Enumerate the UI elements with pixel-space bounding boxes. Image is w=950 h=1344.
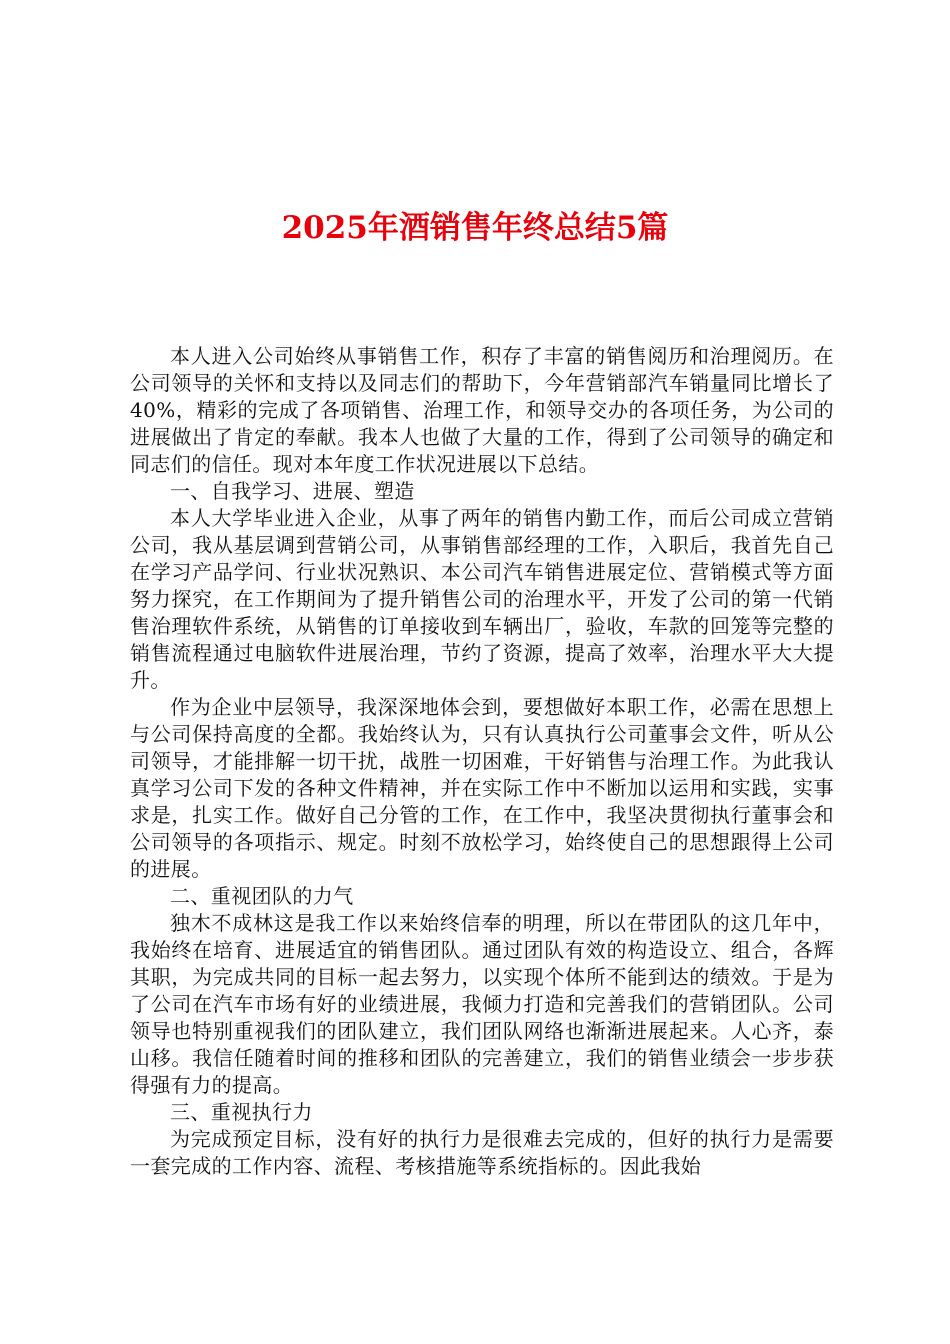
- section-heading-self-learning: 一、自我学习、进展、塑造: [170, 479, 415, 503]
- body-paragraph: 本人大学毕业进入企业，从事了两年的销售内勤工作，而后公司成立营销公司，我从基层调到营销公司，从事销售部经理的工作，入职后，我首先自己在学习产品学问、行业状况熟识、本公司汽车销售进展定位、营销模式等方面努力探究，在工作期间为了提升销售公司的治理水平，开发了公司的第一代销售治理软件系统，从销售的订单接收到车辆出厂，验收，车款的回笼等完整的销售流程通过电脑软件进展治理，节约了资源，提高了效率，治理水平大大提升。: [130, 506, 834, 692]
- document-body: [130, 343, 834, 1180]
- document-title: 2025年酒销售年终总结5篇: [281, 210, 669, 246]
- section-heading-team: 二、重视团队的力气: [170, 884, 354, 908]
- body-paragraph: 为完成预定目标，没有好的执行力是很难去完成的，但好的执行力是需要一套完成的工作内容、流程、考核措施等系统指标的。因此我始: [130, 1127, 834, 1178]
- intro-paragraph: 本人进入公司始终从事销售工作，积存了丰富的销售阅历和治理阅历。在公司领导的关怀和支持以及同志们的帮助下，今年营销部汽车销量同比增长了40%，精彩的完成了各项销售、治理工作，和领导交办的各项任务，为公司的进展做出了肯定的奉献。我本人也做了大量的工作，得到了公司领导的确定和同志们的信任。现对本年度工作状况进展以下总结。: [130, 344, 834, 476]
- body-paragraph: 独木不成林这是我工作以来始终信奉的明理，所以在带团队的这几年中，我始终在培育、进展适宜的销售团队。通过团队有效的构造设立、组合，各辉其职，为完成共同的目标一起去努力，以实现个体所不能到达的绩效。于是为了公司在汽车市场有好的业绩进展，我倾力打造和完善我们的营销团队。公司领导也特别重视我们的团队建立，我们团队网络也渐渐进展起来。人心齐，泰山移。我信任随着时间的推移和团队的完善建立，我们的销售业绩会一步步获得强有力的提高。: [130, 911, 834, 1097]
- body-paragraph: 作为企业中层领导，我深深地体会到，要想做好本职工作，必需在思想上与公司保持高度的全都。我始终认为，只有认真执行公司董事会文件，听从公司领导，才能排解一切干扰，战胜一切困难，干好销售与治理工作。为此我认真学习公司下发的各种文件精神，并在实际工作中不断加以运用和实践，实事求是，扎实工作。做好自己分管的工作，在工作中，我坚决贯彻执行董事会和公司领导的各项指示、规定。时刻不放松学习，始终使自己的思想跟得上公司的进展。: [130, 695, 834, 881]
- section-heading-execution: 三、重视执行力: [170, 1100, 313, 1124]
